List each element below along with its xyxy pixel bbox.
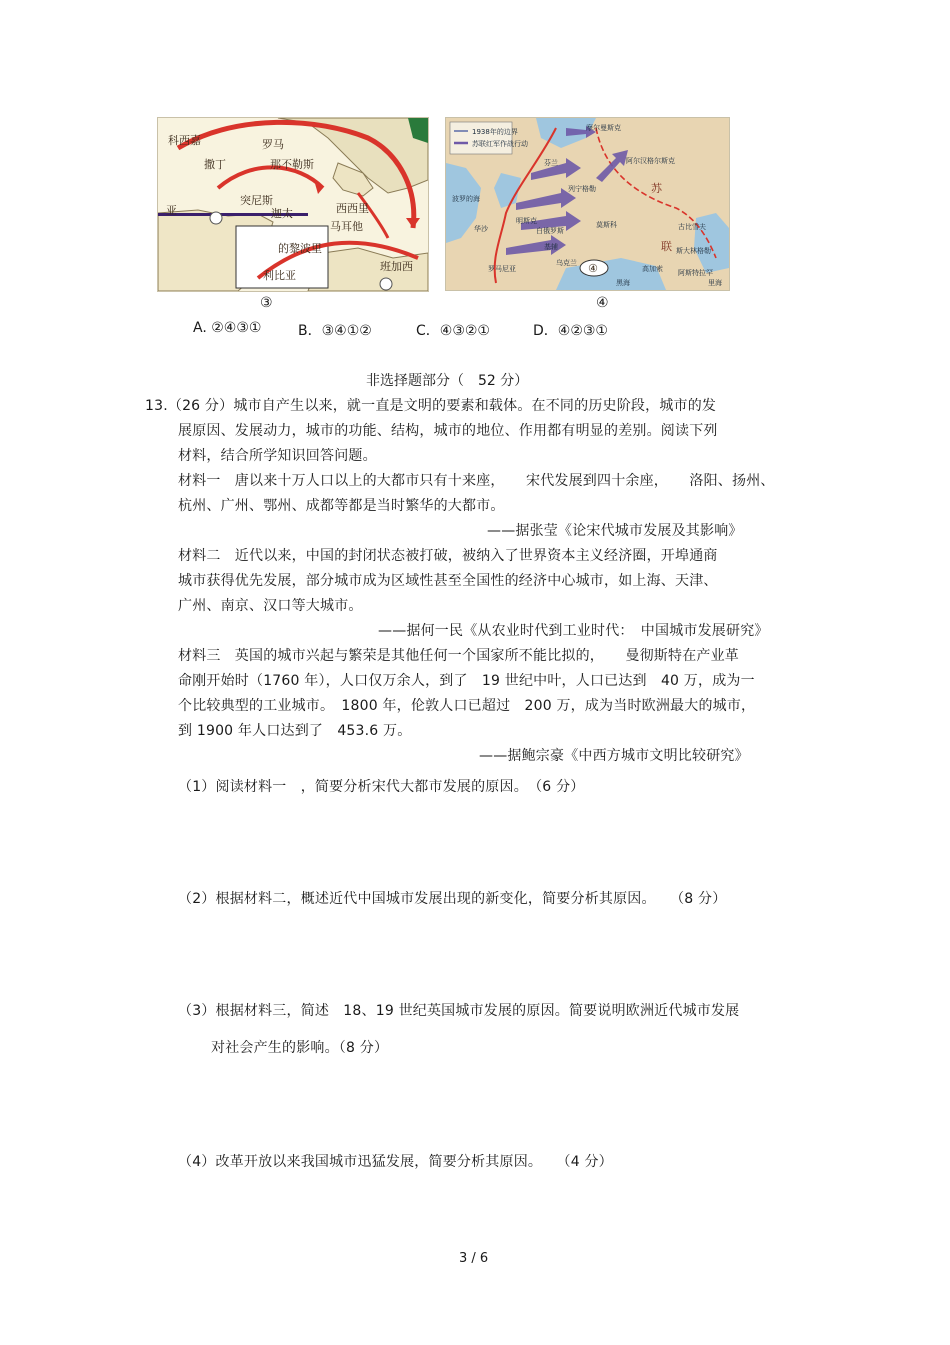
- map4-label-black-sea: 黑海: [616, 279, 630, 287]
- section-title: 非选择题部分（ 52 分）: [366, 373, 529, 389]
- material1-line-2: 杭州、广州、鄂州、成都等都是当时繁华的大都市。: [178, 498, 505, 514]
- material2-line-3: 广州、南京、汉口等大城市。: [178, 598, 363, 614]
- map4-label-lian: 联: [661, 240, 672, 253]
- map4-legend-border: 1938年的边界: [472, 128, 518, 136]
- map4-label-murmansk: 摩尔曼斯克: [586, 124, 621, 132]
- subquestion-2: （2）根据材料二，概述近代中国城市发展出现的新变化，简要分析其原因。 （8 分）: [178, 891, 727, 907]
- map3-label-corsica: 科西嘉: [168, 134, 201, 147]
- material3-line-3: 个比较典型的工业城市。 1800 年，伦敦人口已超过 200 万，成为当时欧洲最大的城市，: [178, 698, 756, 714]
- option-a: A. ②④③①: [193, 320, 262, 336]
- map4-label-caspian: 里海: [708, 279, 722, 287]
- subquestion-4: （4）改革开放以来我国城市迅猛发展，简要分析其原因。 （4 分）: [178, 1154, 613, 1170]
- map4-label-ukraine: 乌克兰: [556, 259, 577, 267]
- map4-label-belarus: 白俄罗斯: [536, 227, 564, 235]
- map3-label-sicily: 西西里: [336, 202, 369, 215]
- map4-label-romania: 罗马尼亚: [488, 265, 516, 273]
- map4-label-warsaw: 华沙: [474, 225, 488, 233]
- option-d: D．④②③①: [533, 323, 608, 339]
- map4-label-stalingrad: 斯大林格勒: [676, 247, 711, 255]
- material2-source: ——据何一民《从农业时代到工业时代： 中国城市发展研究》: [378, 623, 769, 639]
- map3-label-tripoli: 的黎波里: [278, 242, 322, 255]
- map3-label-naples: 那不勒斯: [270, 158, 314, 171]
- map4-legend-attack: 苏联红军作战行动: [472, 140, 528, 148]
- map3-label-tunisia: 突尼斯: [240, 194, 273, 207]
- map3-label-rome: 罗马: [262, 138, 284, 151]
- map4-label-caucasus: 高加索: [642, 265, 663, 273]
- q13-line-3: 材料，结合所学知识回答问题。: [178, 448, 377, 464]
- map3-label-carthage: 迦太: [271, 207, 293, 220]
- page-number: 3 / 6: [459, 1251, 489, 1266]
- map4-label-arkhangelsk: 阿尔汉格尔斯克: [626, 157, 675, 165]
- map3-label-malta: 马耳他: [330, 220, 363, 233]
- map3-label-sardinia: 撒丁: [204, 158, 226, 171]
- map4-label-kiev: 基辅: [544, 243, 558, 251]
- q13-line-2: 展原因、发展动力，城市的功能、结构，城市的地位、作用都有明显的差别。阅读下列: [178, 423, 718, 439]
- map4-label-baltic: 波罗的海: [452, 195, 480, 203]
- subquestion-3a: （3）根据材料三，简述 18、19 世纪英国城市发展的原因。简要说明欧洲近代城市发展: [178, 1003, 740, 1019]
- material1-source: ——据张莹《论宋代城市发展及其影响》: [487, 523, 743, 539]
- material3-line-2: 命刚开始时（1760 年），人口仅万余人，到了 19 世纪中叶，人口已达到 40 万，成为一: [178, 673, 755, 689]
- map4-caption: ④: [596, 295, 609, 311]
- map3-label-ya: 亚: [166, 204, 177, 217]
- map4-label-moscow: 莫斯科: [596, 221, 617, 229]
- map4-label-astrakhan: 阿斯特拉罕: [678, 269, 713, 277]
- map4-badge: ④: [588, 262, 598, 275]
- material2-line-2: 城市获得优先发展，部分城市成为区域性甚至全国性的经济中心城市，如上海、天津、: [178, 573, 718, 589]
- map4-label-leningrad: 列宁格勒: [568, 185, 596, 193]
- map4-label-minsk: 明斯克: [516, 217, 537, 225]
- map3-label-benghazi: 班加西: [380, 260, 413, 273]
- subquestion-1: （1）阅读材料一 ，简要分析宋代大都市发展的原因。 （6 分）: [178, 779, 585, 795]
- map-4: [445, 117, 730, 291]
- material2-line-1: 材料二 近代以来，中国的封闭状态被打破，被纳入了世界资本主义经济圈，开埠通商: [178, 548, 718, 564]
- material3-source: ——据鲍宗豪《中西方城市文明比较研究》: [479, 748, 749, 764]
- subquestion-3b: 对社会产生的影响。（8 分）: [211, 1040, 389, 1056]
- material3-line-1: 材料三 英国的城市兴起与繁荣是其他任何一个国家所不能比拟的， 曼彻斯特在产业革: [178, 648, 739, 664]
- map3-label-libya: 利比亚: [263, 269, 296, 282]
- map4-label-kuibyshev: 古比雪夫: [678, 223, 706, 231]
- option-c: C．④③②①: [416, 323, 490, 339]
- map4-label-finland: 芬兰: [544, 159, 558, 167]
- map3-caption: ③: [260, 295, 273, 311]
- q13-line-1: 13.（26 分）城市自产生以来，就一直是文明的要素和载体。在不同的历史阶段，城市的发: [145, 398, 717, 414]
- material1-line-1: 材料一 唐以来十万人口以上的大都市只有十来座， 宋代发展到四十余座， 洛阳、扬州、: [178, 473, 775, 489]
- map-3: [157, 117, 429, 292]
- map4-label-su: 苏: [651, 182, 662, 195]
- option-b: B．③④①②: [298, 323, 372, 339]
- material3-line-4: 到 1900 年人口达到了 453.6 万。: [178, 723, 412, 739]
